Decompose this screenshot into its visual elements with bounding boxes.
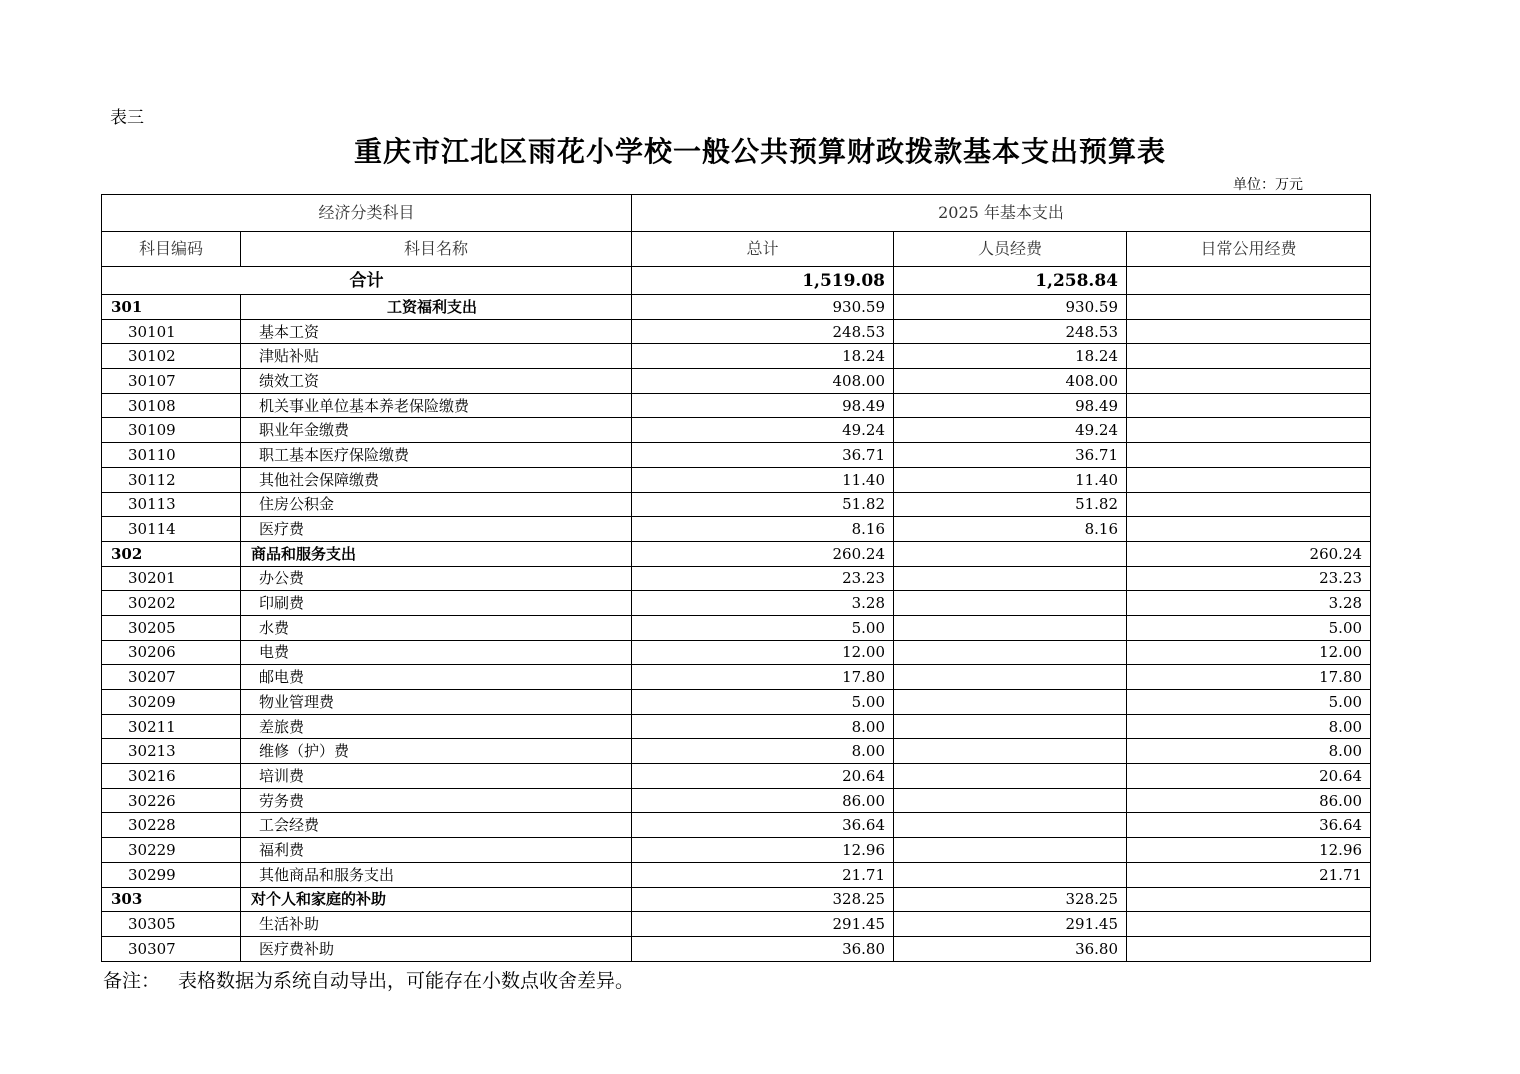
row-code: 30209 <box>102 690 241 715</box>
row-name: 邮电费 <box>241 665 632 690</box>
total-personnel: 1,258.84 <box>894 267 1127 295</box>
row-personnel: 51.82 <box>894 492 1127 517</box>
row-total: 3.28 <box>632 591 894 616</box>
row-personnel: 930.59 <box>894 295 1127 320</box>
row-name: 对个人和家庭的补助 <box>241 887 632 912</box>
table-row <box>102 665 1371 690</box>
row-public <box>1127 369 1371 394</box>
row-personnel: 36.71 <box>894 443 1127 468</box>
footnote <box>103 966 634 993</box>
table-row <box>102 615 1371 640</box>
table-row <box>102 764 1371 789</box>
row-code: 30206 <box>102 640 241 665</box>
doc-label: 表三 <box>110 108 144 128</box>
table-row <box>102 492 1371 517</box>
row-total: 36.64 <box>632 813 894 838</box>
row-name: 基本工资 <box>241 319 632 344</box>
row-public: 5.00 <box>1127 690 1371 715</box>
header-name: 科目名称 <box>241 232 632 267</box>
row-personnel <box>894 566 1127 591</box>
row-name: 差旅费 <box>241 714 632 739</box>
header-econ-class: 经济分类科目 <box>102 195 632 232</box>
row-name: 机关事业单位基本养老保险缴费 <box>241 393 632 418</box>
row-name: 福利费 <box>241 838 632 863</box>
table-row <box>102 936 1371 961</box>
row-personnel <box>894 813 1127 838</box>
row-personnel: 248.53 <box>894 319 1127 344</box>
row-name: 绩效工资 <box>241 369 632 394</box>
total-total: 1,519.08 <box>632 267 894 295</box>
row-name: 其他商品和服务支出 <box>241 862 632 887</box>
row-total: 8.00 <box>632 739 894 764</box>
row-personnel: 8.16 <box>894 517 1127 542</box>
table-row <box>102 566 1371 591</box>
row-name: 职业年金缴费 <box>241 418 632 443</box>
row-name: 办公费 <box>241 566 632 591</box>
row-public <box>1127 393 1371 418</box>
table-row <box>102 862 1371 887</box>
row-public: 17.80 <box>1127 665 1371 690</box>
row-name: 物业管理费 <box>241 690 632 715</box>
row-personnel <box>894 764 1127 789</box>
row-public <box>1127 912 1371 937</box>
row-total: 930.59 <box>632 295 894 320</box>
row-code: 30107 <box>102 369 241 394</box>
row-total: 260.24 <box>632 541 894 566</box>
row-personnel: 18.24 <box>894 344 1127 369</box>
row-total: 8.16 <box>632 517 894 542</box>
row-personnel <box>894 591 1127 616</box>
row-public <box>1127 467 1371 492</box>
row-name: 工会经费 <box>241 813 632 838</box>
row-code: 30114 <box>102 517 241 542</box>
row-total: 20.64 <box>632 764 894 789</box>
row-personnel: 11.40 <box>894 467 1127 492</box>
row-code: 30299 <box>102 862 241 887</box>
row-public: 12.96 <box>1127 838 1371 863</box>
row-code: 30201 <box>102 566 241 591</box>
header-code: 科目编码 <box>102 232 241 267</box>
row-code: 302 <box>102 541 241 566</box>
table-row <box>102 788 1371 813</box>
table-row <box>102 813 1371 838</box>
row-code: 30101 <box>102 319 241 344</box>
row-total: 36.71 <box>632 443 894 468</box>
row-code: 30113 <box>102 492 241 517</box>
header-personnel: 人员经费 <box>894 232 1127 267</box>
row-total: 36.80 <box>632 936 894 961</box>
row-total: 5.00 <box>632 690 894 715</box>
header-public: 日常公用经费 <box>1127 232 1371 267</box>
header-row-2 <box>102 232 1371 267</box>
row-code: 30207 <box>102 665 241 690</box>
row-total: 23.23 <box>632 566 894 591</box>
row-name: 维修（护）费 <box>241 739 632 764</box>
row-total: 291.45 <box>632 912 894 937</box>
row-total: 12.00 <box>632 640 894 665</box>
row-public <box>1127 344 1371 369</box>
row-personnel: 98.49 <box>894 393 1127 418</box>
row-personnel <box>894 615 1127 640</box>
row-code: 30112 <box>102 467 241 492</box>
row-public <box>1127 936 1371 961</box>
row-code: 30213 <box>102 739 241 764</box>
row-code: 30228 <box>102 813 241 838</box>
row-public: 260.24 <box>1127 541 1371 566</box>
row-code: 30205 <box>102 615 241 640</box>
header-row-1 <box>102 195 1371 232</box>
row-code: 30110 <box>102 443 241 468</box>
row-public <box>1127 887 1371 912</box>
category-row <box>102 541 1371 566</box>
row-code: 30109 <box>102 418 241 443</box>
page-title: 重庆市江北区雨花小学校一般公共预算财政拨款基本支出预算表 <box>353 135 1166 168</box>
row-total: 328.25 <box>632 887 894 912</box>
row-code: 30108 <box>102 393 241 418</box>
table-row <box>102 912 1371 937</box>
row-personnel: 328.25 <box>894 887 1127 912</box>
table-row <box>102 418 1371 443</box>
row-name: 津贴补贴 <box>241 344 632 369</box>
row-public: 3.28 <box>1127 591 1371 616</box>
table-row <box>102 369 1371 394</box>
table-row <box>102 591 1371 616</box>
row-public: 8.00 <box>1127 714 1371 739</box>
row-personnel <box>894 640 1127 665</box>
table-row <box>102 344 1371 369</box>
row-public: 36.64 <box>1127 813 1371 838</box>
row-code: 30307 <box>102 936 241 961</box>
row-code: 30202 <box>102 591 241 616</box>
row-public: 8.00 <box>1127 739 1371 764</box>
row-total: 86.00 <box>632 788 894 813</box>
row-public: 23.23 <box>1127 566 1371 591</box>
row-public <box>1127 517 1371 542</box>
total-label: 合计 <box>102 267 632 295</box>
budget-table <box>101 194 1371 962</box>
table-row <box>102 467 1371 492</box>
row-name: 其他社会保障缴费 <box>241 467 632 492</box>
row-public: 21.71 <box>1127 862 1371 887</box>
row-code: 30226 <box>102 788 241 813</box>
row-total: 8.00 <box>632 714 894 739</box>
table-row <box>102 443 1371 468</box>
row-total: 11.40 <box>632 467 894 492</box>
row-name: 水费 <box>241 615 632 640</box>
row-code: 30229 <box>102 838 241 863</box>
row-personnel <box>894 838 1127 863</box>
row-personnel: 291.45 <box>894 912 1127 937</box>
row-personnel <box>894 665 1127 690</box>
row-personnel <box>894 714 1127 739</box>
row-public: 20.64 <box>1127 764 1371 789</box>
row-public <box>1127 319 1371 344</box>
row-personnel <box>894 690 1127 715</box>
row-public <box>1127 295 1371 320</box>
row-public: 86.00 <box>1127 788 1371 813</box>
row-name: 医疗费补助 <box>241 936 632 961</box>
table-row <box>102 319 1371 344</box>
row-name: 职工基本医疗保险缴费 <box>241 443 632 468</box>
row-name: 劳务费 <box>241 788 632 813</box>
header-total: 总计 <box>632 232 894 267</box>
row-personnel <box>894 862 1127 887</box>
row-personnel: 408.00 <box>894 369 1127 394</box>
row-personnel: 49.24 <box>894 418 1127 443</box>
row-total: 98.49 <box>632 393 894 418</box>
row-total: 408.00 <box>632 369 894 394</box>
row-total: 49.24 <box>632 418 894 443</box>
row-code: 30211 <box>102 714 241 739</box>
row-personnel: 36.80 <box>894 936 1127 961</box>
row-name: 培训费 <box>241 764 632 789</box>
total-public <box>1127 267 1371 295</box>
row-name: 生活补助 <box>241 912 632 937</box>
row-name: 商品和服务支出 <box>241 541 632 566</box>
row-name: 住房公积金 <box>241 492 632 517</box>
total-row <box>102 267 1371 295</box>
row-code: 301 <box>102 295 241 320</box>
footnote-text: 表格数据为系统自动导出，可能存在小数点收舍差异。 <box>178 970 635 992</box>
row-name: 工资福利支出 <box>241 295 632 320</box>
row-code: 303 <box>102 887 241 912</box>
row-total: 21.71 <box>632 862 894 887</box>
row-public: 12.00 <box>1127 640 1371 665</box>
row-personnel <box>894 541 1127 566</box>
row-public <box>1127 418 1371 443</box>
header-year-basic: 2025 年基本支出 <box>632 195 1371 232</box>
row-total: 5.00 <box>632 615 894 640</box>
row-public: 5.00 <box>1127 615 1371 640</box>
row-total: 248.53 <box>632 319 894 344</box>
table-row <box>102 739 1371 764</box>
row-total: 12.96 <box>632 838 894 863</box>
table-row <box>102 838 1371 863</box>
row-name: 印刷费 <box>241 591 632 616</box>
table-row <box>102 393 1371 418</box>
table-row <box>102 690 1371 715</box>
row-personnel <box>894 739 1127 764</box>
row-code: 30216 <box>102 764 241 789</box>
category-row <box>102 887 1371 912</box>
row-name: 电费 <box>241 640 632 665</box>
table-row <box>102 714 1371 739</box>
row-public <box>1127 492 1371 517</box>
row-code: 30102 <box>102 344 241 369</box>
row-public <box>1127 443 1371 468</box>
table-row <box>102 517 1371 542</box>
row-total: 18.24 <box>632 344 894 369</box>
row-total: 17.80 <box>632 665 894 690</box>
table-row <box>102 640 1371 665</box>
footnote-label: 备注： <box>103 970 161 992</box>
row-name: 医疗费 <box>241 517 632 542</box>
row-total: 51.82 <box>632 492 894 517</box>
unit-label: 单位：万元 <box>1233 177 1303 193</box>
category-row <box>102 295 1371 320</box>
row-personnel <box>894 788 1127 813</box>
row-code: 30305 <box>102 912 241 937</box>
